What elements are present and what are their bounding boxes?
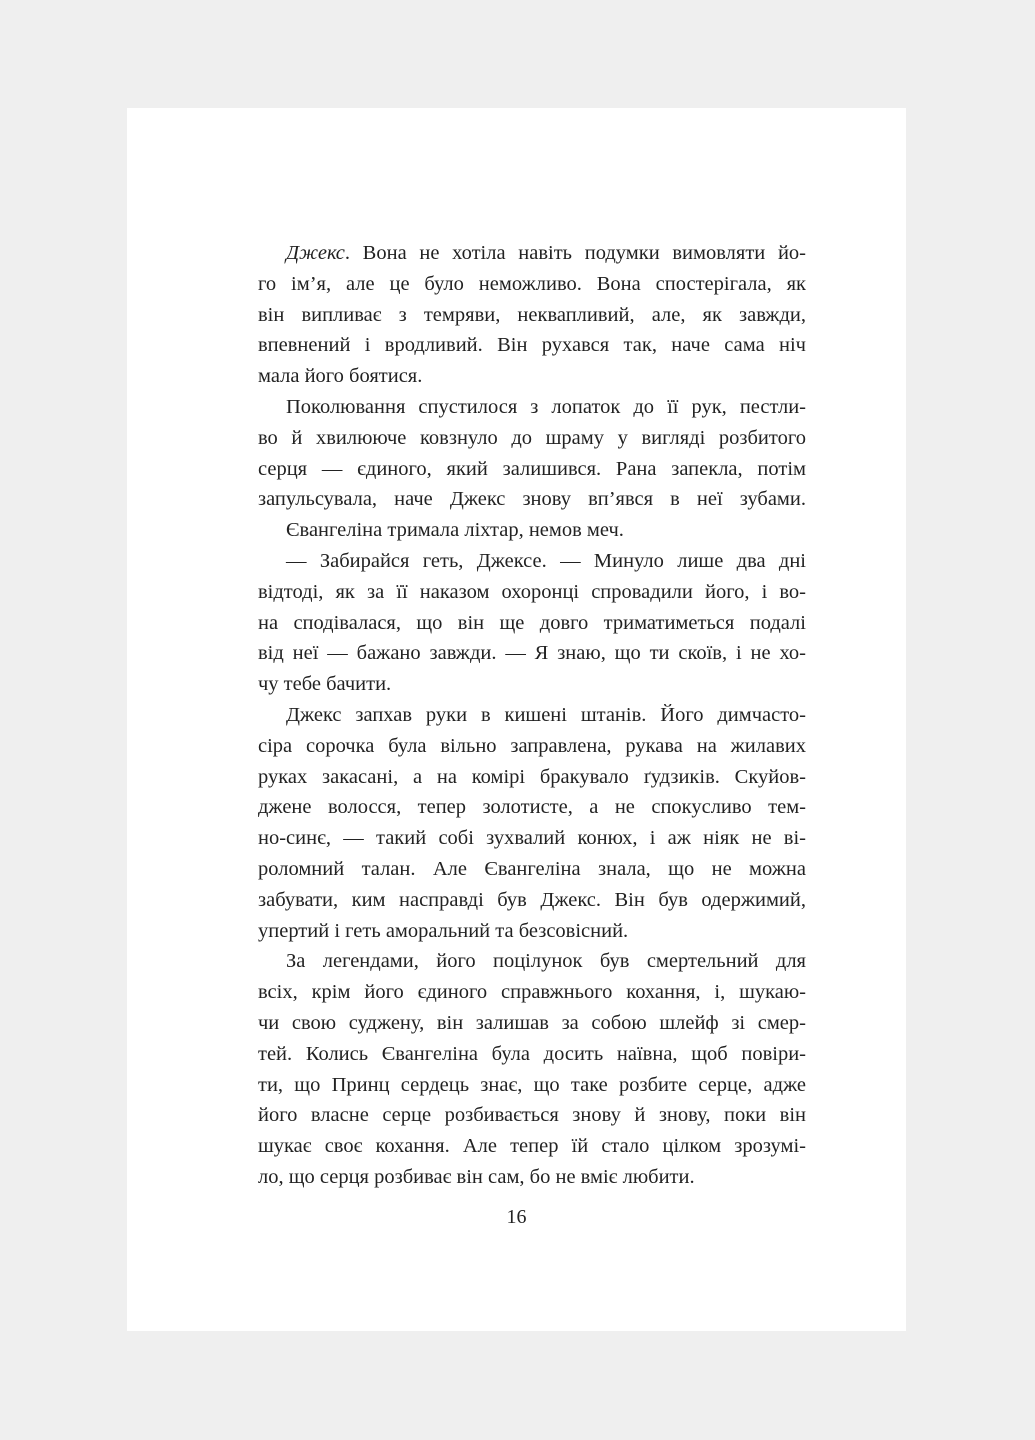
text-line: джене волосся, тепер золотисте, а не спокусливо тем- [258, 796, 806, 819]
text-line: тей. Колись Євангеліна була досить наївна, щоб повіри- [258, 1042, 806, 1065]
text-line: роломний талан. Але Євангеліна знала, що не можна [258, 857, 806, 880]
body-text [258, 238, 806, 1193]
italic-name: Джекс [286, 242, 345, 264]
text-line: — Забирайся геть, Джексе. — Минуло лише два дні [286, 549, 806, 572]
text-line: забувати, ким насправді був Джекс. Він був одержимий, [258, 888, 806, 911]
page-number: 16 [506, 1206, 527, 1228]
text-line: ло, що серця розбиває він сам, бо не вміє любити. [258, 1165, 695, 1188]
text-line: руках закасані, а на комірі бракувало ґудзиків. Скуйов- [258, 765, 806, 788]
text-line: від неї — бажано завжди. — Я знаю, що ти скоїв, і не хо- [258, 642, 806, 665]
text-line: Євангеліна тримала ліхтар, немов меч. [286, 519, 624, 542]
text-line: ти, що Принц сердець знає, що таке розбите серце, адже [258, 1073, 806, 1096]
text-line: Джекс. Вона не хотіла навіть подумки вимовляти йо- [286, 242, 806, 264]
text-line: запульсувала, наче Джекс знову вп’явся в неї зубами. [258, 488, 806, 511]
text-line: відтоді, як за її наказом охоронці спровадили його, і во- [258, 580, 806, 603]
text-line: він випливає з темряви, неквапливий, але, як завжди, [258, 303, 806, 326]
text-line: го ім’я, але це було неможливо. Вона спостерігала, як [258, 272, 806, 295]
text-line: сіра сорочка була вільно заправлена, рукава на жилавих [258, 734, 806, 757]
text-line: на сподівалася, що він ще довго триматиметься подалі [258, 611, 806, 634]
text-line: упертий і геть аморальний та безсовісний. [258, 919, 629, 942]
text-line: Поколювання спустилося з лопаток до її рук, пестли- [286, 395, 806, 418]
text-line: Джекс запхав руки в кишені штанів. Його димчасто- [286, 703, 806, 726]
text-line: во й хвилююче ковзнуло до шраму у вигляді розбитого [258, 426, 806, 449]
book-page [127, 108, 906, 1331]
text-line: За легендами, його поцілунок був смертельний для [286, 950, 806, 973]
text-line: його власне серце розбивається знову й знову, поки він [258, 1104, 806, 1127]
text-line: чу тебе бачити. [258, 673, 392, 696]
text-line: всіх, крім його єдиного справжнього кохання, і, шукаю- [258, 981, 806, 1004]
text-line: шукає своє кохання. Але тепер їй стало цілком зрозумі- [258, 1135, 806, 1158]
text-line: впевнений і вродливий. Він рухався так, наче сама ніч [258, 334, 806, 357]
text-line: чи свою суджену, він залишав за собою шлейф зі смер- [258, 1011, 806, 1034]
text-line: серця — єдиного, який залишився. Рана запекла, потім [258, 457, 806, 480]
text-line: мала його боятися. [258, 365, 423, 388]
text-line: но-синє, — такий собі зухвалий конюх, і аж ніяк не ві- [258, 827, 806, 850]
